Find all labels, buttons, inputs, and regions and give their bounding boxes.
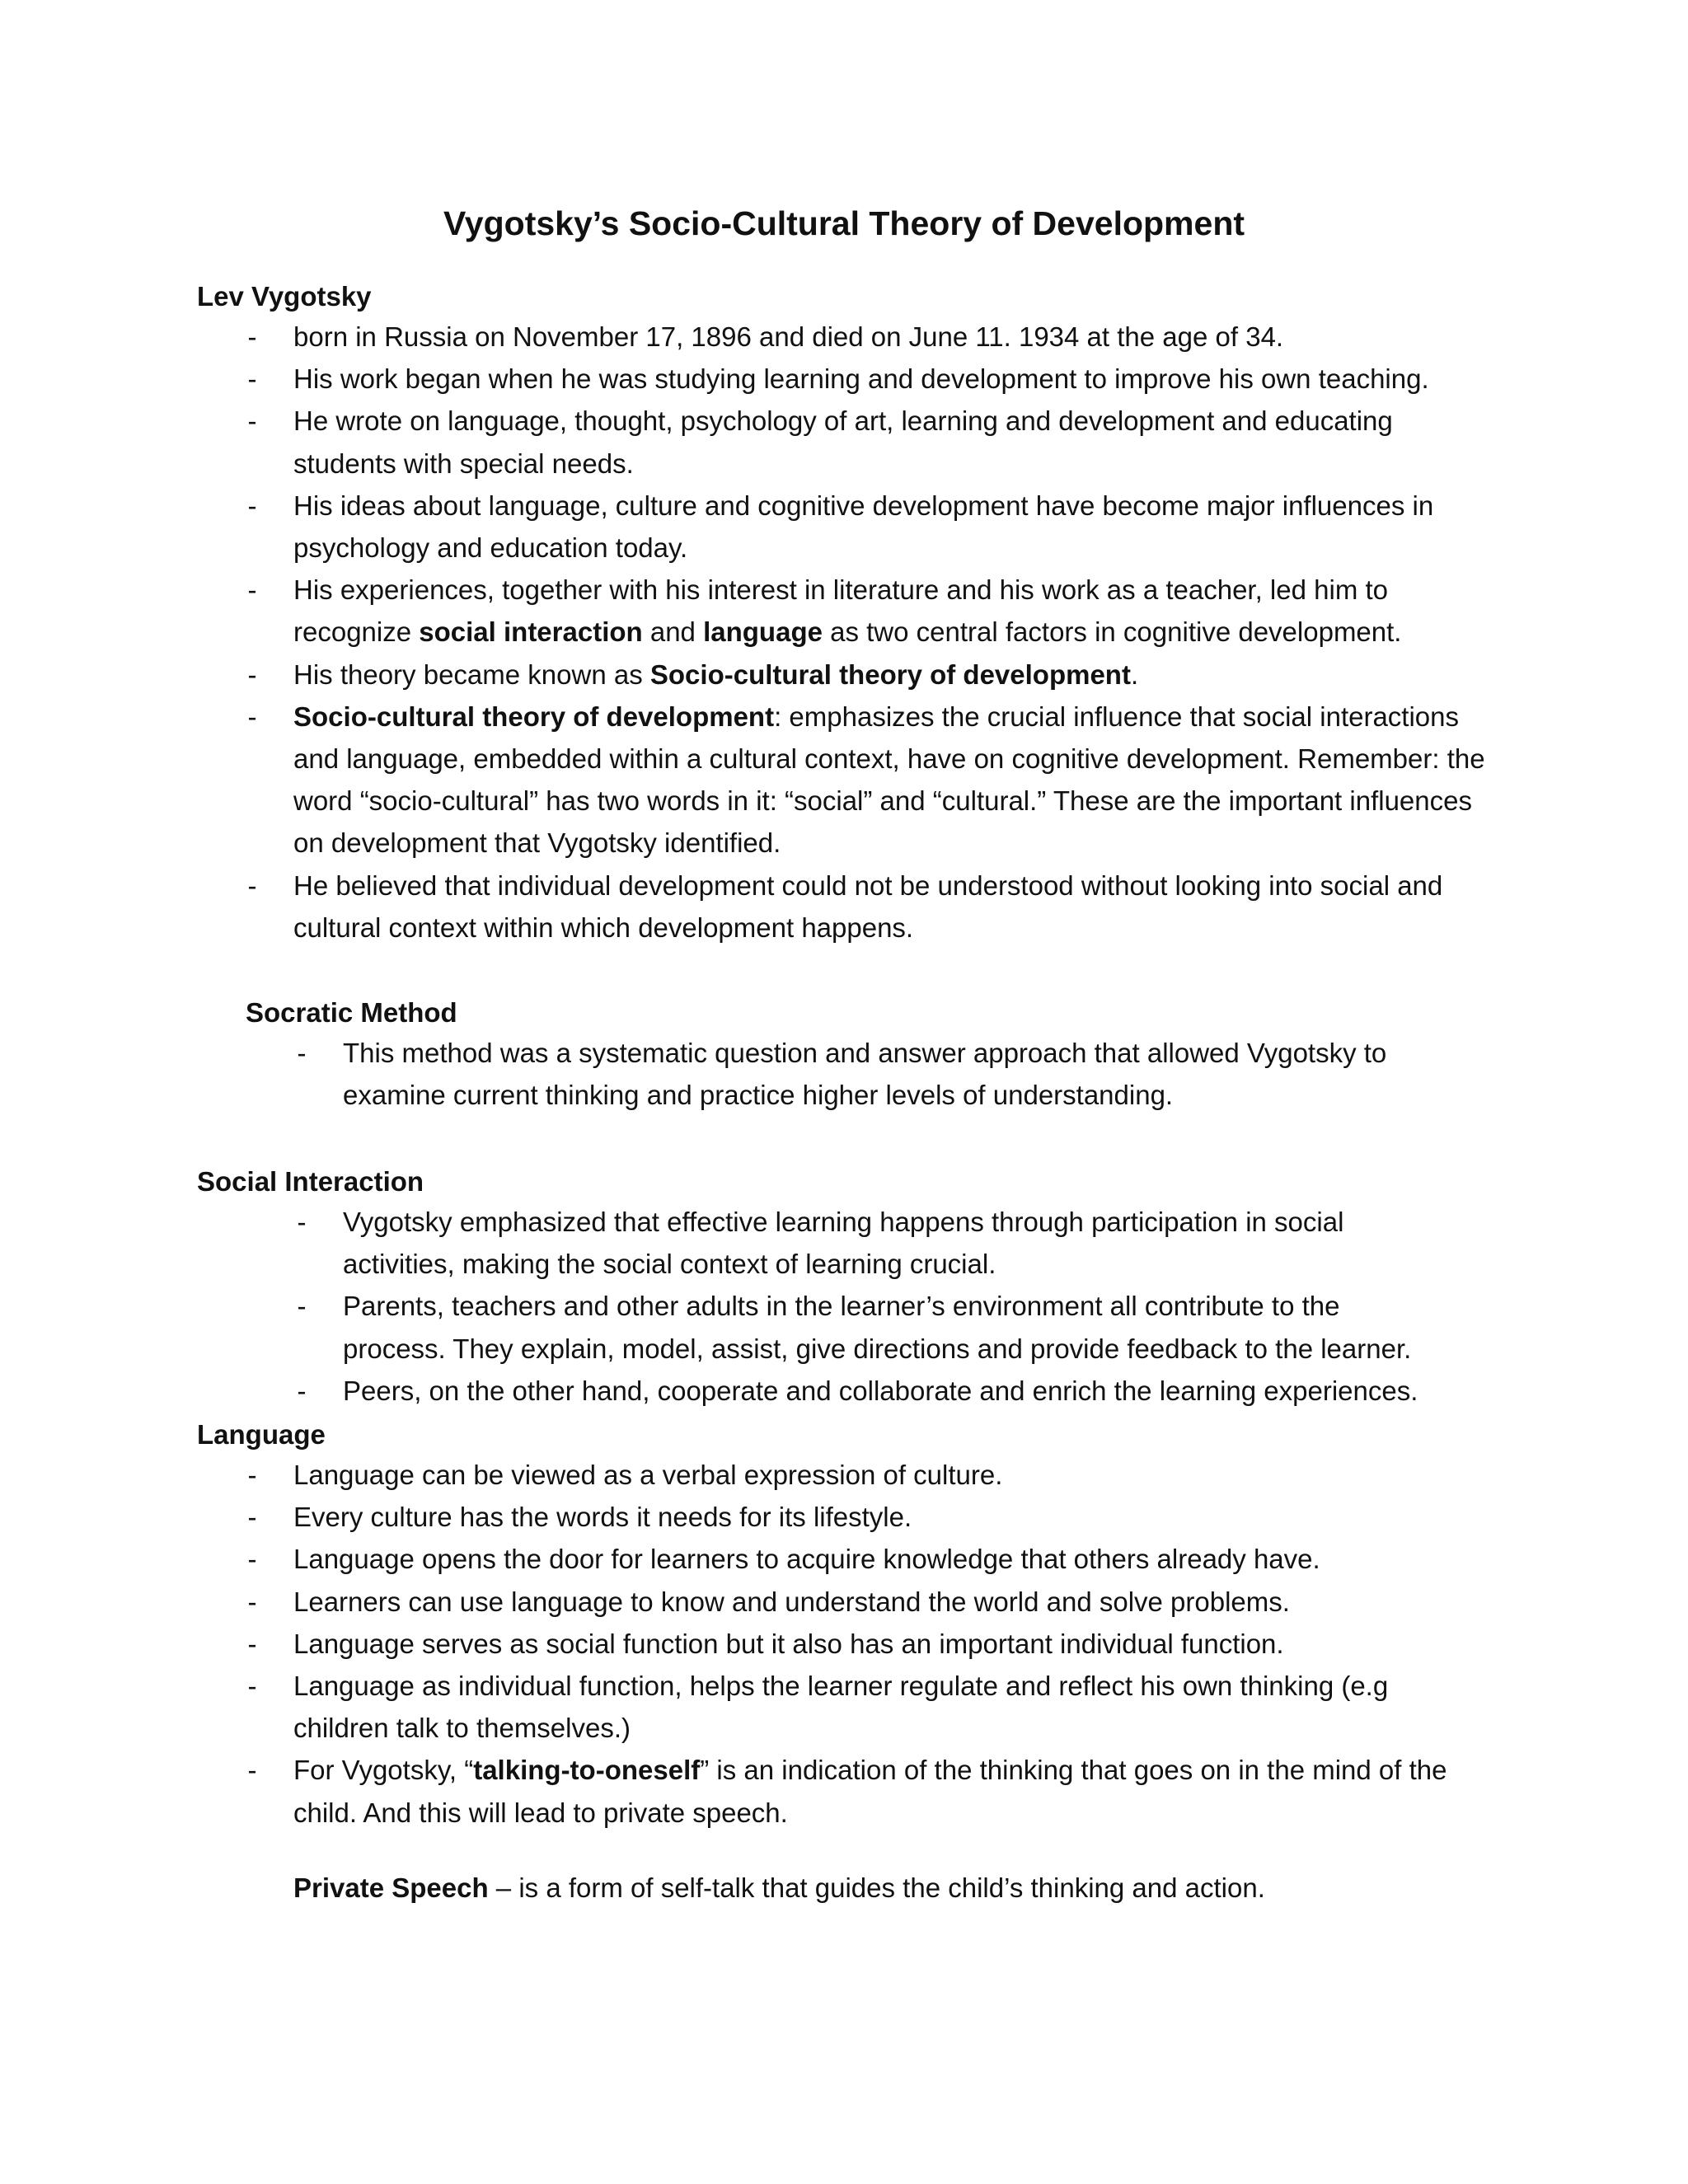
bullet-dash: - [247, 1502, 257, 1533]
bullet-dash: - [297, 1291, 307, 1322]
section-heading-socratic-method: Socratic Method [246, 997, 457, 1028]
list-item: - He believed that individual development could not be understood without looking into social and cultural context within which development happens. [244, 865, 1487, 949]
list-item: - Parents, teachers and other adults in the learner’s environment all contribute to the process. They explain, model, assist, give directions and provide feedback to the learner. [293, 1285, 1447, 1369]
section-heading-lev-vygotsky: Lev Vygotsky [197, 281, 372, 312]
list-item: - Every culture has the words it needs for its lifestyle. [244, 1496, 1487, 1538]
list-item: - Vygotsky emphasized that effective learning happens through participation in social activities, making the social context of learning crucial. [293, 1201, 1447, 1285]
bullet-dash: - [247, 363, 257, 395]
list-item: - This method was a systematic question and answer approach that allowed Vygotsky to examine current thinking and practice higher levels of understanding. [293, 1032, 1447, 1116]
bullet-dash: - [247, 321, 257, 352]
list-item: - Peers, on the other hand, cooperate and collaborate and enrich the learning experiences. [293, 1370, 1447, 1412]
bullet-dash: - [247, 1586, 257, 1617]
bullet-dash: - [247, 869, 257, 901]
list-item: - Socio-cultural theory of development: emphasizes the crucial influence that social interactions and language, embedded within a cultural context, have on cognitive development. Remember: the word “socio-cultural” has two words in it: “social” and “cultural.” These are the important influences on development that Vygotsky identified. [244, 696, 1487, 865]
bullet-dash: - [297, 1375, 307, 1406]
bullet-dash: - [247, 1671, 257, 1702]
bullet-dash: - [247, 405, 257, 437]
list-item: - Learners can use language to know and understand the world and solve problems. [244, 1581, 1487, 1623]
list-item: - Language as individual function, helps the learner regulate and reflect his own thinking (e.g children talk to themselves.) [244, 1665, 1487, 1749]
bullet-dash: - [247, 1460, 257, 1490]
bullet-dash: - [297, 1207, 307, 1237]
list-item: - Language can be viewed as a verbal expression of culture. [244, 1454, 1487, 1496]
bold-term-private-speech: Private Speech [293, 1872, 489, 1903]
bold-term-theory-definition: Socio-cultural theory of development [293, 701, 775, 732]
list-item: - For Vygotsky, “talking-to-oneself” is an indication of the thinking that goes on in the mind of the child. And this will lead to private speech. [244, 1749, 1487, 1833]
list-item: - His experiences, together with his interest in literature and his work as a teacher, led him to recognize social interaction and language as two central factors in cognitive development. [244, 569, 1487, 653]
bullet-dash: - [247, 1755, 257, 1786]
bullet-dash: - [297, 1038, 307, 1068]
bullet-dash: - [247, 658, 257, 690]
bullet-dash: - [247, 1544, 257, 1575]
document-title: Vygotsky’s Socio-Cultural Theory of Development [443, 204, 1245, 242]
section-heading-language: Language [197, 1419, 326, 1450]
bold-term-theory: Socio-cultural theory of development [649, 658, 1131, 690]
bullet-dash: - [247, 1628, 257, 1659]
bullet-dash: - [247, 701, 257, 732]
list-item: - He wrote on language, thought, psychology of art, learning and development and educating students with special needs. [244, 400, 1487, 484]
social-interaction-list [293, 1201, 1447, 1412]
list-item: - His work began when he was studying learning and development to improve his own teaching. [244, 358, 1487, 400]
bold-term-talking-to-oneself: talking-to-oneself [473, 1755, 701, 1786]
bullet-dash: - [247, 490, 257, 521]
language-list [244, 1454, 1487, 1834]
private-speech-definition: Private Speech – is a form of self-talk that guides the child’s thinking and action. [293, 1872, 1265, 1903]
lev-vygotsky-list [244, 316, 1487, 949]
bullet-dash: - [247, 574, 257, 606]
bold-term-social-interaction: social interaction [419, 616, 643, 648]
bold-term-language: language [703, 616, 823, 648]
list-item: - Language opens the door for learners to acquire knowledge that others already have. [244, 1538, 1487, 1580]
list-item: - His theory became known as Socio-cultural theory of development. [244, 654, 1487, 696]
socratic-method-list [293, 1032, 1447, 1116]
list-item: - Language serves as social function but it also has an important individual function. [244, 1623, 1487, 1665]
list-item: - His ideas about language, culture and cognitive development have become major influences in psychology and education today. [244, 485, 1487, 569]
list-item: - born in Russia on November 17, 1896 and died on June 11. 1934 at the age of 34. [244, 316, 1487, 358]
section-heading-social-interaction: Social Interaction [197, 1166, 424, 1197]
